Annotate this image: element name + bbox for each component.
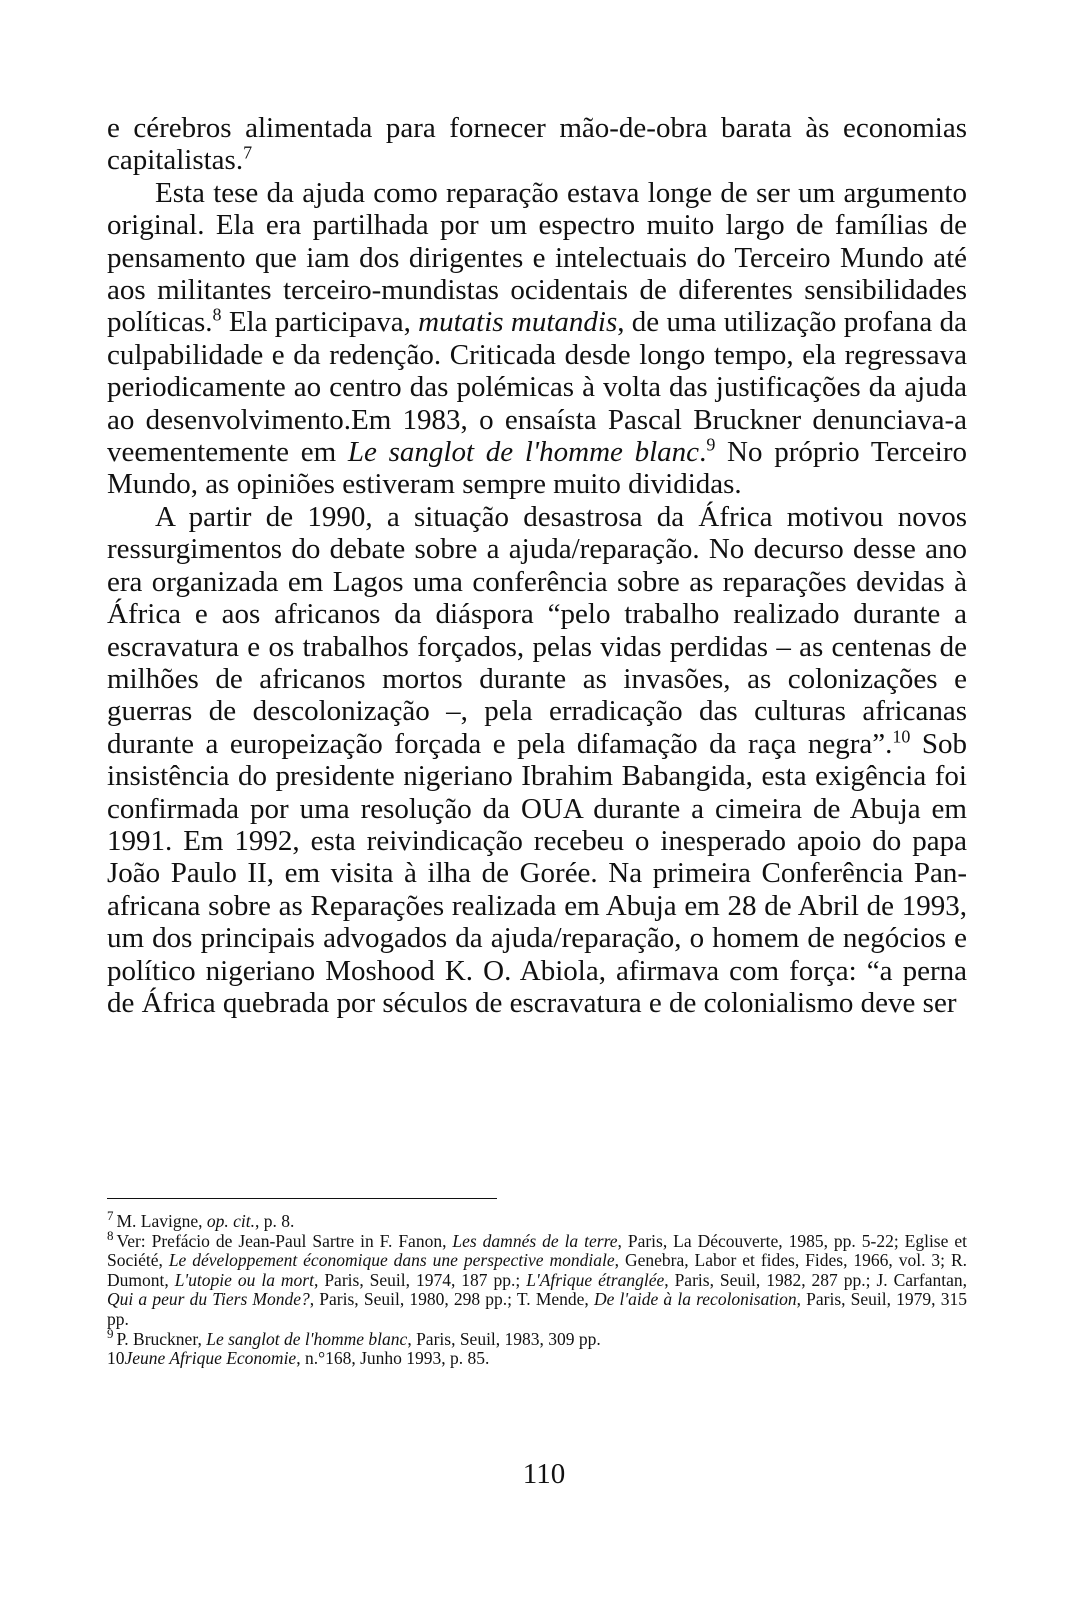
- footnote-10: [107, 1349, 967, 1369]
- page-content: [107, 112, 967, 1019]
- book-title: Le sanglot de l'homme blanc: [347, 436, 700, 469]
- footnote-italic: De l'aide à la recolonisation: [593, 1289, 797, 1310]
- footnote-reference-9: 9: [706, 434, 716, 455]
- footnote-italic: Le développement économique dans une perspective mondiale: [168, 1250, 615, 1271]
- footnote-text: , n.°168, Junho 1993, p. 85.: [296, 1348, 490, 1369]
- footnote-italic: Jeune Afrique Economie: [124, 1348, 297, 1369]
- footnote-text: , Paris, Seuil, 1982, 287 pp.; J. Carfantan,: [664, 1269, 967, 1290]
- paragraph-text: .: [699, 436, 707, 469]
- footnote-text: P. Bruckner,: [116, 1328, 207, 1349]
- footnotes: [107, 1208, 967, 1369]
- paragraph-text: Sob insistência do presidente nigeriano Ibrahim Babangida, esta exigência foi confirmada por uma resolução da OUA durante a cimeira de Abuja em 1991. Em 1992, esta reivindicação recebeu o inesperado apoio do papa João Paulo II, em visita à ilha de Gorée. Na primeira Conferência Pan-africana sobre as Reparações realizada em Abuja em 28 de Abril de 1993, um dos principais advogados da ajuda/reparação, o homem de negócios e político nigeriano Moshood K. O. Abiola, afirmava com força: “a perna de África quebrada por séculos de escravatura e de colonialismo deve ser: [107, 727, 967, 1019]
- footnote-italic: Qui a peur du Tiers Monde?: [107, 1289, 310, 1310]
- body-text: [107, 112, 967, 1019]
- paragraph-1: [107, 112, 967, 177]
- footnote-reference-10: 10: [892, 726, 911, 747]
- footnote-text: , Genebra, Labor et fides, Fides, 1966, vol. 3; R. Dumont,: [107, 1250, 967, 1290]
- footnote-italic: Les damnés de la terre: [452, 1230, 618, 1251]
- footnote-number: 9: [107, 1325, 114, 1341]
- paragraph-text: A partir de 1990, a situação desastrosa da África motivou novos ressurgimentos do debate sobre a ajuda/reparação. No decurso desse ano era organizada em Lagos uma conferência sobre as reparações devidas à África e aos africanos da diáspora “pelo trabalho realizado durante a escravatura e os trabalhos forçados, pelas vidas perdidas – as centenas de milhões de africanos mortos durante as invasões, as colonizações e guerras de descolonização –, pela erradicação das culturas africanas durante a europeização forçada e pela difamação da raça negra”.: [107, 500, 967, 760]
- paragraph-text: No próprio Terceiro Mundo, as opiniões estiveram sempre muito divididas.: [107, 436, 968, 501]
- footnote-text: , p. 8.: [255, 1211, 295, 1231]
- footnote-8: [107, 1227, 967, 1330]
- footnote-text: , Paris, Seuil, 1980, 298 pp.; T. Mende,: [309, 1289, 594, 1310]
- footnote-text: , Paris, La Découverte, 1985, pp. 5-22; Eglise et Société,: [107, 1230, 967, 1271]
- footnote-number: 7: [107, 1208, 114, 1224]
- footnote-separator: [107, 1198, 497, 1199]
- paragraph-2: [107, 177, 967, 501]
- footnote-number: 10: [107, 1348, 125, 1369]
- footnote-7: [107, 1208, 967, 1232]
- footnote-reference-7: 7: [243, 142, 253, 163]
- page-number: 110: [522, 1458, 566, 1490]
- footnote-italic: op. cit.: [206, 1211, 256, 1231]
- footnote-italic: Le sanglot de l'homme blanc: [206, 1328, 408, 1349]
- footnote-italic: L'utopie ou la mort: [174, 1269, 314, 1290]
- italic-phrase: mutatis mutandis: [418, 306, 618, 339]
- paragraph-text: e cérebros alimentada para fornecer mão-de-obra barata às economias capitalistas.: [107, 112, 967, 177]
- footnote-text: , Paris, Seuil, 1979, 315 pp.: [107, 1289, 967, 1329]
- footnote-reference-8: 8: [212, 304, 222, 325]
- footnote-text: Ver: Prefácio de Jean-Paul Sartre in F. Fanon,: [116, 1230, 453, 1251]
- footnote-number: 8: [107, 1227, 114, 1243]
- paragraph-text: , de uma utilização profana da culpabilidade e da redenção. Criticada desde longo tempo, ela regressava periodicamente ao centro das polémicas à volta das justificações da ajuda ao desenvolvimento.Em 1983, o ensaísta Pascal Bruckner denunciava-a veementemente em: [107, 306, 967, 469]
- footnote-text: , Paris, Seuil, 1983, 309 pp.: [407, 1328, 601, 1349]
- footnote-text: M. Lavigne,: [116, 1211, 207, 1231]
- paragraph-3: [107, 501, 967, 1020]
- paragraph-text: Esta tese da ajuda como reparação estava longe de ser um argumento original. Ela era partilhada por um espectro muito largo de famílias de pensamento que iam dos dirigentes e intelectuais do Terceiro Mundo até aos militantes terceiro-mundistas ocidentais de diferentes sensibilidades políticas.: [107, 176, 967, 339]
- paragraph-text: Ela participava,: [221, 306, 419, 339]
- footnote-9: [107, 1325, 967, 1350]
- footnote-text: , Paris, Seuil, 1974, 187 pp.;: [313, 1269, 527, 1290]
- footnote-italic: L'Afrique étranglée: [526, 1269, 665, 1290]
